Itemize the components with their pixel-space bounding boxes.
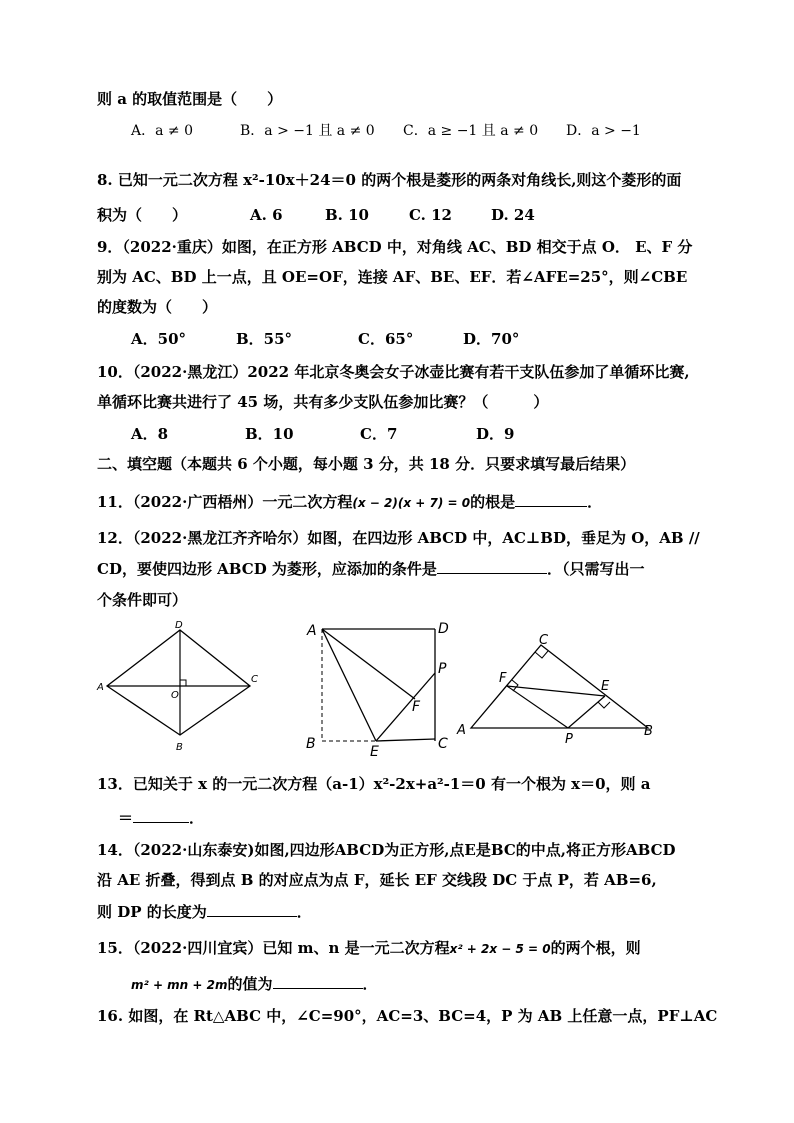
label-o: O [171, 690, 179, 701]
q11-text-end: ． [587, 493, 603, 511]
figure-square-fold [300, 615, 465, 760]
q8-line1: 8. 已知一元二次方程 x²-10x＋24＝0 的两个根是菱形的两条对角线长,则这个菱形的面 [97, 171, 682, 189]
q14-line1: 14．（2022·山东泰安)如图,四边形ABCD为正方形,点E是BC的中点,将正方形ABCD [97, 841, 676, 859]
label-a: A [457, 723, 466, 738]
q15-equation: x² + 2x − 5 = 0 [449, 942, 551, 956]
label-f: F [412, 699, 421, 715]
q15-line1 [97, 938, 641, 959]
q12-line2 [97, 559, 644, 579]
q12-line2-post: ．（只需写出一 [546, 560, 645, 578]
q11-text-pre: 11．（2022·广西梧州）一元二次方程 [97, 493, 353, 511]
label-a: A [307, 623, 317, 639]
figure-right-triangle [455, 628, 660, 748]
q8-option-a: A. 6 [250, 206, 283, 224]
q12-line2-pre: CD，要使四边形 ABCD 为菱形，应添加的条件是 [97, 560, 437, 578]
label-c: C [539, 633, 549, 648]
q7-option-a: A．a ≠ 0 [131, 123, 193, 139]
q9-line1: 9．（2022·重庆）如图，在正方形 ABCD 中，对角线 AC、BD 相交于点 O． E、F 分 [97, 238, 693, 256]
q10-option-d: D．9 [476, 425, 515, 443]
label-p: P [438, 661, 447, 677]
label-b: B [306, 736, 316, 752]
label-p: P [565, 732, 573, 747]
q15-line2 [131, 974, 378, 995]
q14-line2: 沿 AE 折叠，得到点 B 的对应点为点 F，延长 EF 交线段 DC 于点 P，若 AB=6, [97, 871, 657, 889]
q9-line2: 别为 AC、BD 上一点，且 OE=OF，连接 AF、BE、EF．若∠AFE=25°，则∠CBE [97, 268, 688, 286]
rhombus-outline [107, 630, 250, 735]
q10-line2: 单循环比赛共进行了 45 场，共有多少支队伍参加比赛？（ ） [97, 393, 549, 411]
q14-line3-pre: 则 DP 的长度为 [97, 903, 207, 921]
label-e: E [601, 679, 610, 694]
q13-end: ． [189, 809, 205, 827]
label-a: A [97, 682, 104, 693]
q16-line1: 16. 如图，在 Rt△ABC 中，∠C=90°，AC=3、BC=4，P 为 AB 上任意一点，PF⊥AC [97, 1007, 718, 1025]
q7-option-c: C．a ≥ −1 且 a ≠ 0 [403, 123, 539, 139]
q11-text-post: 的根是 [470, 493, 516, 511]
q10-option-b: B．10 [245, 425, 294, 443]
segment-pf [507, 686, 568, 728]
q15-end: ． [362, 975, 378, 993]
q7-stem: 则 a 的取值范围是（ ） [97, 90, 283, 108]
segment-pe [568, 696, 605, 728]
segment-ae [322, 629, 376, 741]
label-f: F [499, 671, 507, 686]
q15-text-pre: 15．（2022·四川宜宾）已知 m、n 是一元二次方程 [97, 939, 450, 957]
q14-line3 [97, 902, 312, 922]
q15-expression: m² + mn + 2m [131, 978, 228, 992]
section2-title: 二、填空题（本题共 6 个小题，每小题 3 分，共 18 分．只要求填写最后结果） [97, 455, 636, 473]
q10-option-c: C．7 [360, 425, 398, 443]
label-c: C [438, 736, 448, 752]
label-b: B [176, 742, 183, 753]
q12-answer-blank[interactable] [437, 559, 547, 574]
segment-fe [507, 686, 605, 696]
q7-option-d: D．a > −1 [566, 123, 641, 139]
q13-line2 [118, 808, 204, 828]
q11-line [97, 492, 602, 513]
q9-option-d: D．70° [463, 330, 520, 348]
label-b: B [644, 724, 653, 739]
q15-text-post: 的两个根，则 [550, 939, 641, 957]
q8-line2: 积为（ ） [97, 206, 188, 224]
segment-ep [376, 673, 435, 741]
q9-option-c: C．65° [358, 330, 414, 348]
q8-option-b: B. 10 [325, 206, 369, 224]
q10-option-a: A．8 [131, 425, 169, 443]
right-angle-mark [180, 680, 186, 686]
q15-line2-post: 的值为 [227, 975, 273, 993]
segment-ec [376, 739, 435, 741]
segment-af [322, 629, 415, 699]
q13-equals: ＝ [118, 809, 134, 827]
q13-answer-blank[interactable] [133, 808, 189, 823]
figure-rhombus [95, 620, 265, 755]
q9-option-a: A．50° [131, 330, 187, 348]
q10-line1: 10．（2022·黑龙江）2022 年北京冬奥会女子冰壶比赛有若干支队伍参加了单循环比赛, [97, 363, 690, 381]
label-d: D [175, 620, 183, 631]
q14-answer-blank[interactable] [207, 902, 297, 917]
q15-answer-blank[interactable] [273, 974, 363, 989]
label-c: C [251, 674, 258, 685]
q12-line3: 个条件即可） [97, 591, 188, 609]
q13-line1: 13．已知关于 x 的一元二次方程（a-1）x²-2x+a²-1＝0 有一个根为 x＝0，则 a [97, 775, 651, 793]
q9-line3: 的度数为（ ） [97, 298, 218, 316]
right-angle-c [535, 651, 548, 658]
q11-answer-blank[interactable] [515, 492, 587, 507]
q11-equation: (x − 2)(x + 7) = 0 [352, 496, 471, 510]
q14-line3-post: ． [296, 903, 312, 921]
q9-option-b: B．55° [236, 330, 293, 348]
q8-option-d: D. 24 [491, 206, 535, 224]
q8-option-c: C. 12 [409, 206, 452, 224]
q7-option-b: B．a > −1 且 a ≠ 0 [240, 123, 375, 139]
label-e: E [370, 744, 379, 760]
right-angle-e [598, 702, 610, 708]
label-d: D [438, 621, 449, 637]
q12-line1: 12．（2022·黑龙江齐齐哈尔）如图，在四边形 ABCD 中，AC⊥BD，垂足为 O，AB // [97, 529, 700, 547]
triangle-abc [471, 645, 648, 728]
